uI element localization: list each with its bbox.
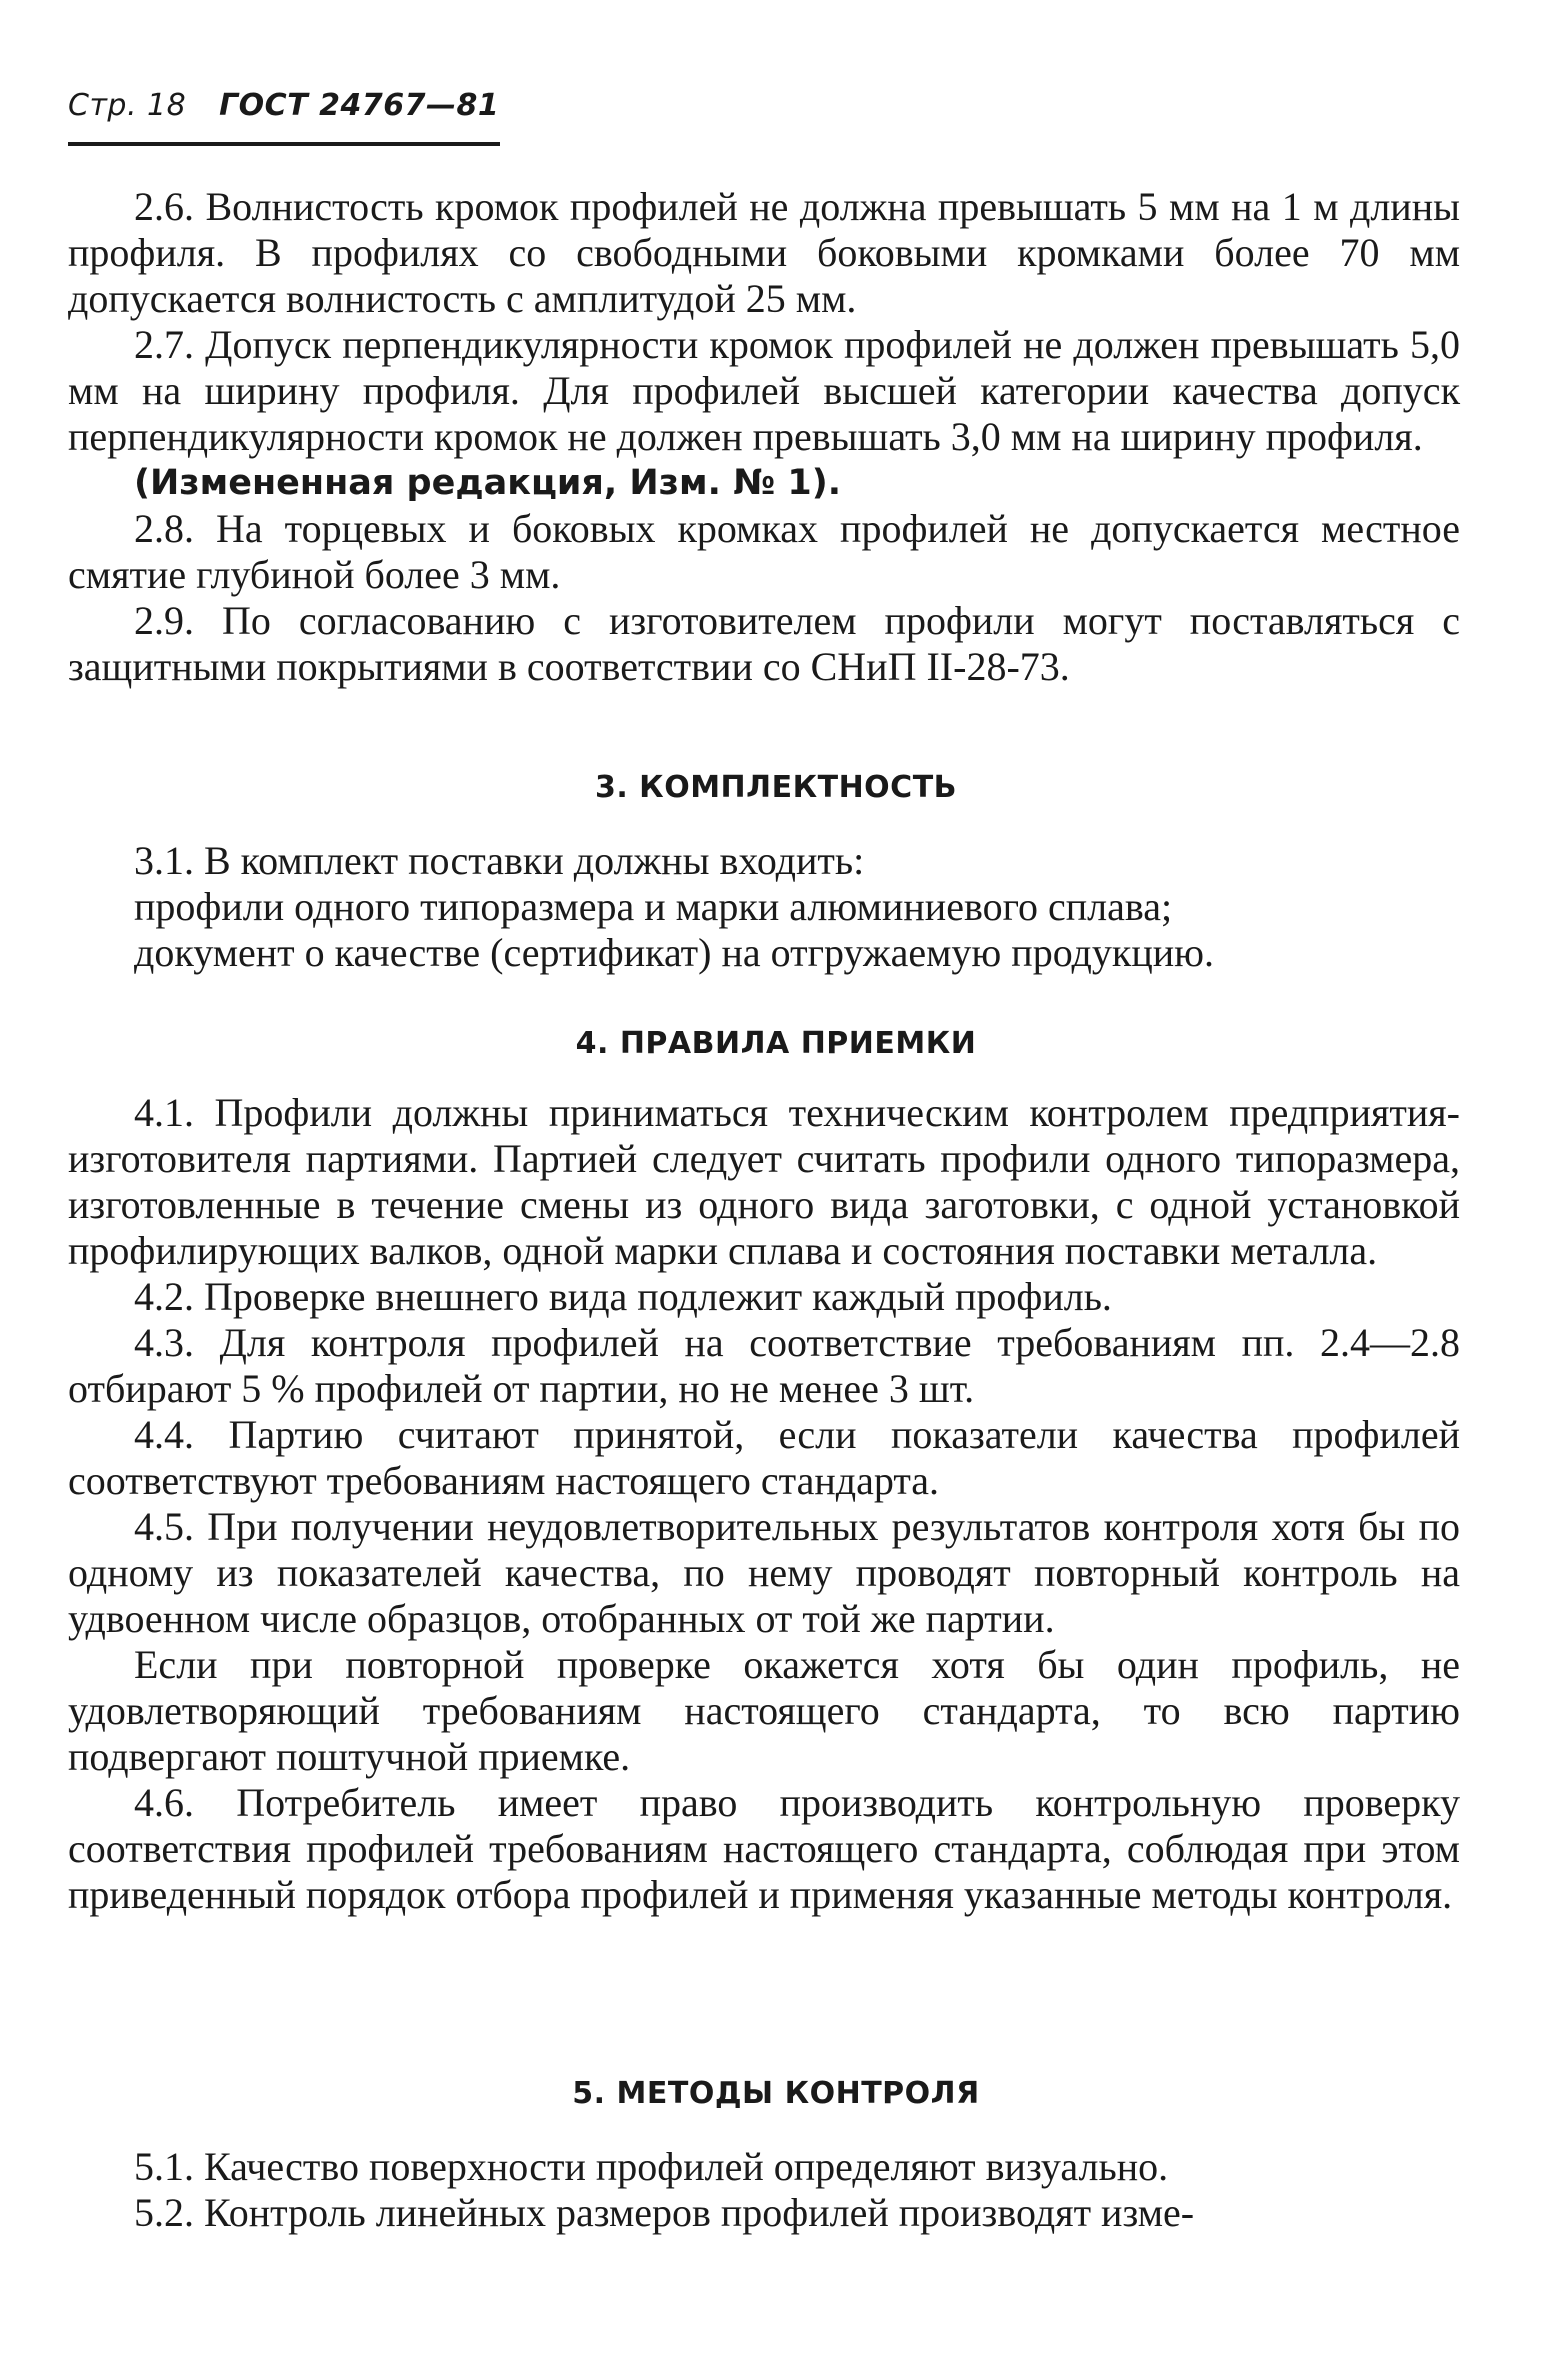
section-3-body: [68, 838, 1460, 976]
page-header: [68, 88, 499, 123]
section-5-title: 5. МЕТОДЫ КОНТРОЛЯ: [572, 2076, 980, 2111]
paragraph-4-3: 4.3. Для контроля профилей на соответствие требованиям пп. 2.4—2.8 отбирают 5 % профилей от партии, но не менее 3 шт.: [68, 1320, 1460, 1411]
paragraph-5-2: 5.2. Контроль линейных размеров профилей производят изме-: [134, 2190, 1195, 2235]
paragraph-5-1: 5.1. Качество поверхности профилей определяют визуально.: [134, 2144, 1169, 2189]
paragraph-3-1: 3.1. В комплект поставки должны входить:: [134, 838, 865, 883]
paragraph-4-2: 4.2. Проверке внешнего вида подлежит каждый профиль.: [134, 1274, 1112, 1319]
header-rule: [68, 142, 500, 146]
paragraph-4-6: 4.6. Потребитель имеет право производить контрольную проверку соответствия профилей требованиям настоящего стандарта, соблюдая при этом приведенный порядок отбора профилей и применяя указанные методы контроля.: [68, 1780, 1460, 1917]
paragraph-4-5-continued: Если при повторной проверке окажется хотя бы один профиль, не удовлетворяющий требованиям настоящего стандарта, то всю партию подвергают поштучной приемке.: [68, 1642, 1460, 1779]
paragraph-2-9: 2.9. По согласованию с изготовителем профили могут поставляться с защитными покрытиями в соответствии со СНиП II-28-73.: [68, 598, 1460, 689]
paragraph-4-1: 4.1. Профили должны приниматься техническим контролем предприятия-изготовителя партиями. Партией следует считать профили одного типоразмера, изготовленные в течение смены из одного вида заготовки, с одной установкой профилирующих валков, одной марки сплава и состояния поставки металла.: [68, 1090, 1460, 1273]
standard-code: ГОСТ 24767—81: [219, 88, 500, 123]
section-4-body: [68, 1090, 1460, 1918]
paragraph-2-7: 2.7. Допуск перпендикулярности кромок профилей не должен превышать 5,0 мм на ширину профиля. Для профилей высшей категории качества допуск перпендикулярности кромок не должен превышать 3,0 мм на ширину профиля.: [68, 322, 1460, 459]
page-number: Стр. 18: [68, 88, 187, 123]
paragraph-4-4: 4.4. Партию считают принятой, если показатели качества профилей соответствуют требованиям настоящего стандарта.: [68, 1412, 1460, 1503]
list-item: документ о качестве (сертификат) на отгружаемую продукцию.: [134, 930, 1215, 975]
section-5-body: [68, 2144, 1460, 2236]
paragraph-4-5: 4.5. При получении неудовлетворительных результатов контроля хотя бы по одному из показателей качества, по нему проводят повторный контроль на удвоенном числе образцов, отобранных от той же партии.: [68, 1504, 1460, 1641]
list-item: профили одного типоразмера и марки алюминиевого сплава;: [134, 884, 1173, 929]
paragraph-2-8: 2.8. На торцевых и боковых кромках профилей не допускается местное смятие глубиной более 3 мм.: [68, 506, 1460, 597]
paragraph-2-6: 2.6. Волнистость кромок профилей не должна превышать 5 мм на 1 м длины профиля. В профилях со свободными боковыми кромками более 70 мм допускается волнистость с амплитудой 25 мм.: [68, 184, 1460, 321]
section-3-title: 3. КОМПЛЕКТНОСТЬ: [594, 770, 958, 805]
requirements-block: [68, 184, 1460, 690]
amendment-note: (Измененная редакция, Изм. № 1).: [134, 463, 842, 503]
section-4-title: 4. ПРАВИЛА ПРИЕМКИ: [575, 1026, 977, 1061]
